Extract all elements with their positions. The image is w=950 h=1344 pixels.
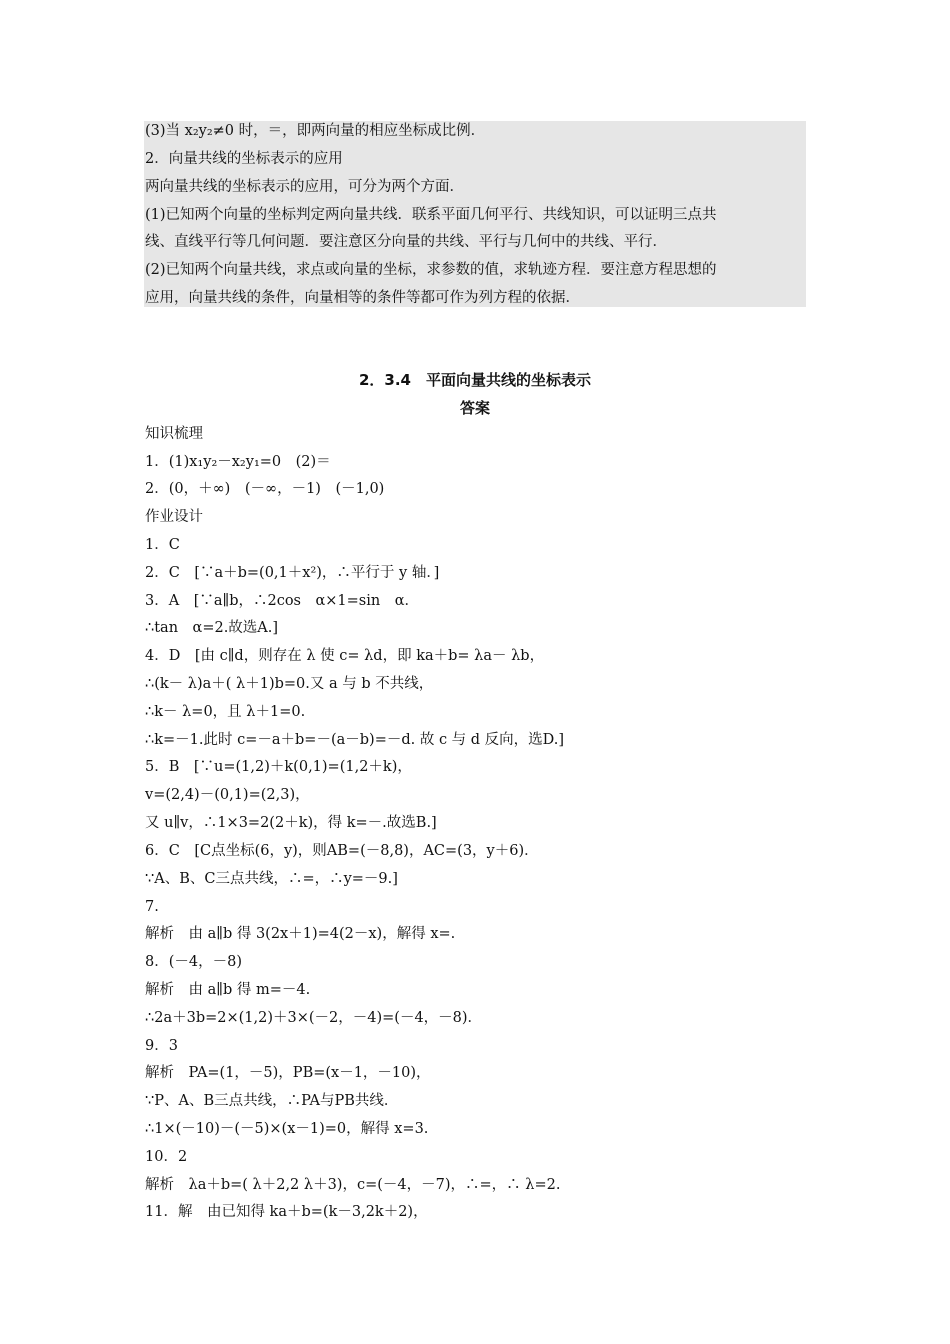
answer-line: ∴(k－ λ)a＋( λ＋1)b=0.又 a 与 b 不共线， bbox=[145, 676, 434, 692]
answer-line: 解析 由 a∥b 得 m=－4. bbox=[145, 982, 311, 998]
answer-line: ∴1×(－10)－(－5)×(x－1)=0，解得 x=3. bbox=[145, 1121, 429, 1137]
answer-line: 8．(－4，－8) bbox=[145, 954, 242, 970]
answer-line: 作业设计 bbox=[145, 509, 203, 525]
answer-line: 知识梳理 bbox=[145, 426, 203, 442]
answer-line: 5．B [∵u=(1,2)＋k(0,1)=(1,2＋k)， bbox=[145, 759, 412, 775]
box-line: 线、直线平行等几何问题．要注意区分向量的共线、平行与几何中的共线、平行． bbox=[145, 234, 667, 250]
box-line: (3)当 x₂y₂≠0 时，＝，即两向量的相应坐标成比例． bbox=[145, 123, 486, 139]
answer-line: ∴k－ λ=0，且 λ＋1=0. bbox=[145, 704, 306, 720]
answer-heading: 答案 bbox=[459, 399, 490, 417]
answer-line: ∴k=－1.此时 c=－a＋b=－(a－b)=－d. 故 c 与 d 反向，选D.] bbox=[145, 732, 565, 748]
answer-line: 解析 PA=(1，－5)，PB=(x－1，－10)， bbox=[145, 1065, 431, 1081]
answer-line: 1．C bbox=[145, 537, 180, 553]
answer-line: ∴tan α=2.故选A.] bbox=[145, 620, 279, 636]
answer-line: ∵P、A、B三点共线，∴PA与PB共线． bbox=[145, 1093, 399, 1109]
answer-line: 解析 由 a∥b 得 3(2x＋1)=4(2－x)，解得 x=. bbox=[145, 926, 456, 942]
answer-line: 1．(1)x₁y₂－x₂y₁=0 (2)＝ bbox=[145, 454, 331, 470]
answer-line: 解析 λa＋b=( λ＋2,2 λ＋3)，c=(－4，－7)，∴=，∴ λ=2. bbox=[145, 1177, 561, 1193]
answer-line: 2．(0，＋∞) (－∞，－1) (－1,0) bbox=[145, 481, 385, 497]
answer-line: 6．C [C点坐标(6，y)，则AB=(－8,8)，AC=(3，y＋6)． bbox=[145, 843, 539, 859]
answer-line: 7. bbox=[145, 899, 159, 915]
box-line: 两向量共线的坐标表示的应用，可分为两个方面． bbox=[145, 179, 464, 195]
box-line: 应用，向量共线的条件，向量相等的条件等都可作为列方程的依据． bbox=[145, 290, 580, 306]
box-line: (2)已知两个向量共线，求点或向量的坐标，求参数的值，求轨迹方程．要注意方程思想的 bbox=[145, 262, 717, 278]
answer-line: 9．3 bbox=[145, 1038, 178, 1054]
section-title: 2．3.4 平面向量共线的坐标表示 bbox=[358, 371, 591, 389]
answer-line: 10．2 bbox=[145, 1149, 188, 1165]
answer-line: 又 u∥v，∴1×3=2(2＋k)，得 k=－.故选B.] bbox=[145, 815, 437, 831]
box-line: (1)已知两个向量的坐标判定两向量共线．联系平面几何平行、共线知识，可以证明三点共 bbox=[145, 207, 717, 223]
box-line: 2．向量共线的坐标表示的应用 bbox=[145, 151, 343, 167]
answer-line: 2．C [∵a＋b=(0,1＋x²)，∴平行于 y 轴．] bbox=[145, 565, 440, 581]
answer-line: ∴2a＋3b=2×(1,2)＋3×(－2，－4)=(－4，－8)． bbox=[145, 1010, 483, 1026]
answer-line: 11．解 由已知得 ka＋b=(k－3,2k＋2)， bbox=[145, 1204, 428, 1220]
answer-line: 3．A [∵a∥b，∴2cos α×1=sin α． bbox=[145, 593, 420, 609]
answer-line: 4．D [由 c∥d，则存在 λ 使 c= λd，即 ka＋b= λa－ λb， bbox=[145, 648, 545, 664]
answer-line: ∵A、B、C三点共线，∴=，∴y=－9.] bbox=[145, 871, 398, 887]
answer-line: v=(2,4)－(0,1)=(2,3)， bbox=[145, 787, 310, 803]
